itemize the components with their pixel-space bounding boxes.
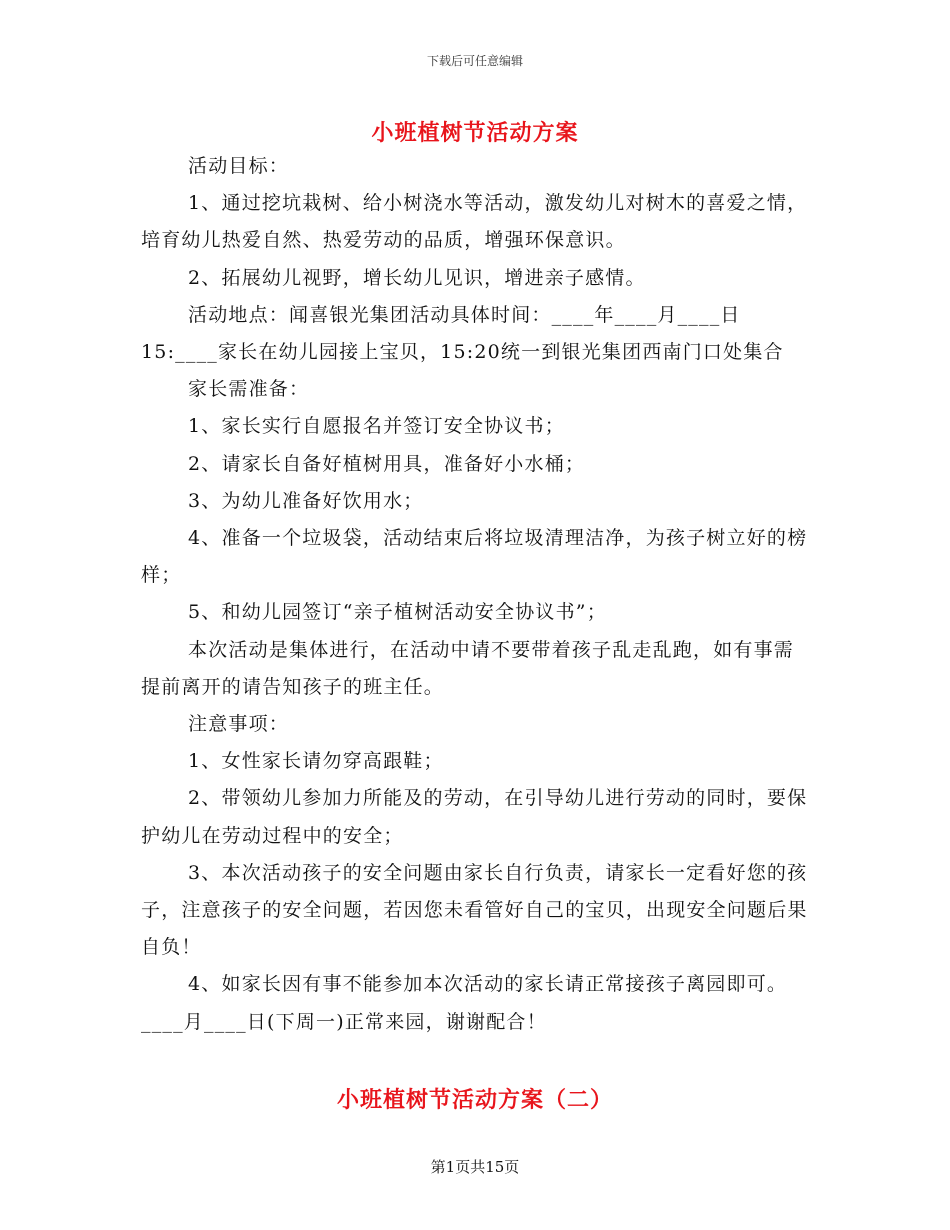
paragraph-goal-2: 2、拓展幼儿视野，增长幼儿见识，增进亲子感情。 xyxy=(188,266,646,289)
paragraph-prep-2: 2、请家长自备好植树用具，准备好小水桶； xyxy=(188,452,586,475)
page-number: 第1页共15页 xyxy=(430,1158,520,1176)
paragraph-goal-heading: 活动目标： xyxy=(188,155,290,177)
paragraph-prep-1: 1、家长实行自愿报名并签订安全协议书； xyxy=(188,415,565,438)
paragraph-note-2: 2、带领幼儿参加力所能及的劳动，在引导幼儿进行劳动的同时，要保护幼儿在劳动过程中的安全； xyxy=(141,787,808,847)
paragraph-prep-4: 4、准备一个垃圾袋，活动结束后将垃圾清理洁净，为孩子树立好的榜样； xyxy=(141,527,808,587)
paragraph-note-3: 3、本次活动孩子的安全问题由家长自行负责，请家长一定看好您的孩子，注意孩子的安全问题，若因您未看管好自己的宝贝，出现安全问题后果自负！ xyxy=(141,861,808,959)
paragraph-prep-heading: 家长需准备： xyxy=(188,378,310,401)
paragraph-prep-5: 5、和幼儿园签订“亲子植树活动安全协议书”； xyxy=(188,601,607,624)
next-section-title: 小班植树节活动方案（二） xyxy=(336,1087,613,1113)
paragraph-location-time: 活动地点：闻喜银光集团活动具体时间：____年____月____日15:____家长在幼儿园接上宝贝，15:20统一到银光集团西南门口处集合 xyxy=(141,303,784,364)
paragraph-note-4: 4、如家长因有事不能参加本次活动的家长请正常接孩子离园即可。 xyxy=(188,973,788,996)
document-title: 小班植树节活动方案 xyxy=(371,120,579,146)
paragraph-return-date: ____月____日(下周一)正常来园，谢谢配合！ xyxy=(141,1010,547,1033)
paragraph-prep-3: 3、为幼儿准备好饮用水； xyxy=(188,489,424,512)
paragraph-group-activity: 本次活动是集体进行，在活动中请不要带着孩子乱走乱跑，如有事需提前离开的请告知孩子的班主任。 xyxy=(141,638,795,698)
document-body xyxy=(141,148,811,1041)
paragraph-notes-heading: 注意事项： xyxy=(188,713,290,736)
header-note: 下载后可任意编辑 xyxy=(426,54,523,68)
paragraph-note-1: 1、女性家长请勿穿高跟鞋； xyxy=(188,750,444,773)
paragraph-goal-1: 1、通过挖坑栽树、给小树浇水等活动，激发幼儿对树木的喜爱之情，培育幼儿热爱自然、热爱劳动的品质，增强环保意识。 xyxy=(141,192,808,252)
